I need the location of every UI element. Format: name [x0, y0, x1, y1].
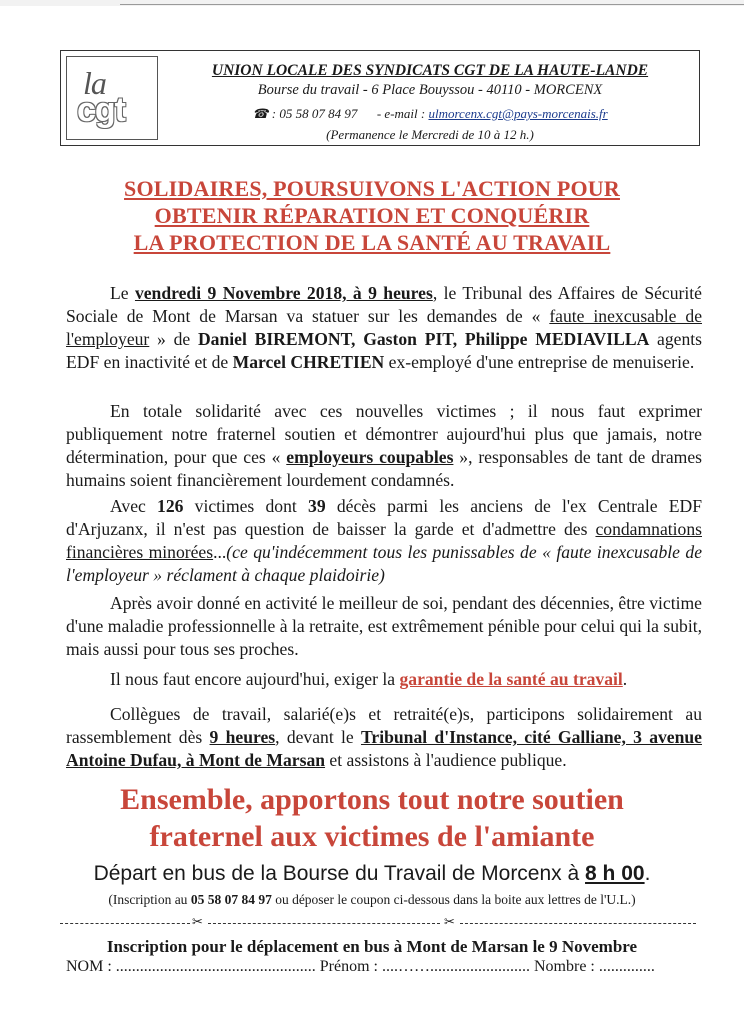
bus-departure: Départ en bus de la Bourse du Travail de Morcenx à 8 h 00. — [93, 862, 651, 885]
paragraph-demand: Il nous faut encore aujourd'hui, exiger la garantie de la santé au travail. — [110, 669, 628, 689]
paragraph-illness: Après avoir donné en activité le meilleur de soi, pendant des décennies, être victime d'une maladie professionnelle à la retraite, est extrêmement pénible pour celui qui la subit, mais aussi pour tous ses proches. — [66, 593, 702, 659]
employeurs-coupables: employeurs coupables — [286, 447, 454, 467]
paragraph-victims-aside: (ce qu'indécemment tous les punissables de « faute inexcusable de l'employeur » réclament à chaque plaidoirie) — [66, 542, 702, 585]
victims-count: 126 — [157, 496, 184, 516]
scan-edge — [0, 0, 744, 6]
gathering-time: 9 heures — [209, 727, 276, 747]
slogan-line-1: Ensemble, apportons tout notre soutien — [120, 783, 624, 816]
email-link[interactable]: ulmorcenx.cgt@pays-morcenais.fr — [428, 106, 608, 121]
deaths-count: 39 — [308, 496, 326, 516]
org-contact — [160, 106, 700, 122]
main-title-line-3: LA PROTECTION DE LA SANTÉ AU TRAVAIL — [133, 230, 611, 255]
main-title-line-2: OBTENIR RÉPARATION ET CONQUÉRIR — [154, 203, 590, 228]
slogan-line-2: fraternel aux victimes de l'amiante — [149, 820, 595, 853]
scissors-icon: ✂ — [444, 915, 455, 930]
coupon-cut-line — [60, 915, 696, 930]
inscription-phone: 05 58 07 84 97 — [190, 892, 272, 907]
org-address: Bourse du travail - 6 Place Bouyssou - 40110 - MORCENX — [257, 82, 603, 98]
paragraph-gathering: Collègues de travail, salarié(e)s et retraité(e)s, participons solidairement au rassemblement dès 9 heures, devant le Tribunal d'Instance, cité Galliane, 3 avenue Antoine Dufau, à Mont de Marsan et assistons à l'audience publique. — [66, 704, 702, 770]
paragraph-hearing: Le vendredi 9 Novembre 2018, à 9 heures, le Tribunal des Affaires de Sécurité Sociale de Mont de Marsan va statuer sur les demandes de « faute inexcusable de l'employeur » de Daniel BIREMONT, Gaston PIT, Philippe MEDIAVILLA agents EDF en inactivité et de Marcel CHRETIEN ex-employé d'une entreprise de menuiserie. — [66, 283, 702, 372]
health-guarantee: garantie de la santé au travail — [399, 669, 623, 689]
victim-names: Daniel BIREMONT, Gaston PIT, Philippe MEDIAVILLA — [197, 329, 650, 349]
scissors-icon: ✂ — [192, 915, 203, 930]
logo-cgt-text: cgt — [77, 91, 125, 129]
bus-time: 8 h 00 — [585, 862, 645, 885]
gathering-place: Tribunal d'Instance, cité Galliane, 3 avenue Antoine Dufau, à Mont de Marsan — [66, 727, 702, 770]
victim-name-2: Marcel CHRETIEN — [232, 352, 385, 372]
office-hours: (Permanence le Mercredi de 10 à 12 h.) — [326, 127, 534, 142]
hearing-date: vendredi 9 Novembre 2018, à 9 heures — [134, 283, 433, 303]
main-title-line-1: SOLIDAIRES, POURSUIVONS L'ACTION POUR — [124, 176, 620, 201]
org-phone: : 05 58 07 84 97 — [271, 106, 358, 121]
paragraph-solidarity: En totale solidarité avec ces nouvelles victimes ; il nous faut exprimer publiquement notre fraternel soutien et démontrer aujourd'hui plus que jamais, notre détermination, pour que ces « employeurs coupables », responsables de tant de drames humains soient financièrement lourdement condamnés. — [66, 401, 703, 490]
email-label: - e-mail : — [376, 106, 426, 121]
coupon-title: Inscription pour le déplacement en bus à Mont de Marsan le 9 Novembre — [106, 937, 638, 956]
coupon-fields[interactable]: NOM : .................................................. Prénom : ....……......................... Nombre : .............. — [66, 958, 655, 975]
phone-icon: ☎ — [252, 106, 269, 121]
paragraph-victims: Avec 126 victimes dont 39 décès parmi les anciens de l'ex Centrale EDF d'Arjuzanx, il n'est pas question de baisser la garde et d'admettre des condamnations financières minorées...(ce qu'indécemment tous les punissables de « faute inexcusable de l'employeur » réclament à chaque plaidoirie) — [66, 496, 702, 585]
condamnations-minorees: condamnations financières minorées — [66, 519, 702, 562]
logo-la-text: la — [83, 65, 106, 101]
inscription-note: (Inscription au 05 58 07 84 97 ou déposer le coupon ci-dessous dans la boite aux lettres de l'U.L.) — [108, 892, 636, 907]
cgt-logo — [66, 56, 158, 140]
faute-inexcusable: faute inexcusable de l'employeur — [66, 306, 702, 349]
org-name: UNION LOCALE DES SYNDICATS CGT DE LA HAUTE-LANDE — [211, 62, 649, 79]
scan-line — [120, 4, 744, 5]
